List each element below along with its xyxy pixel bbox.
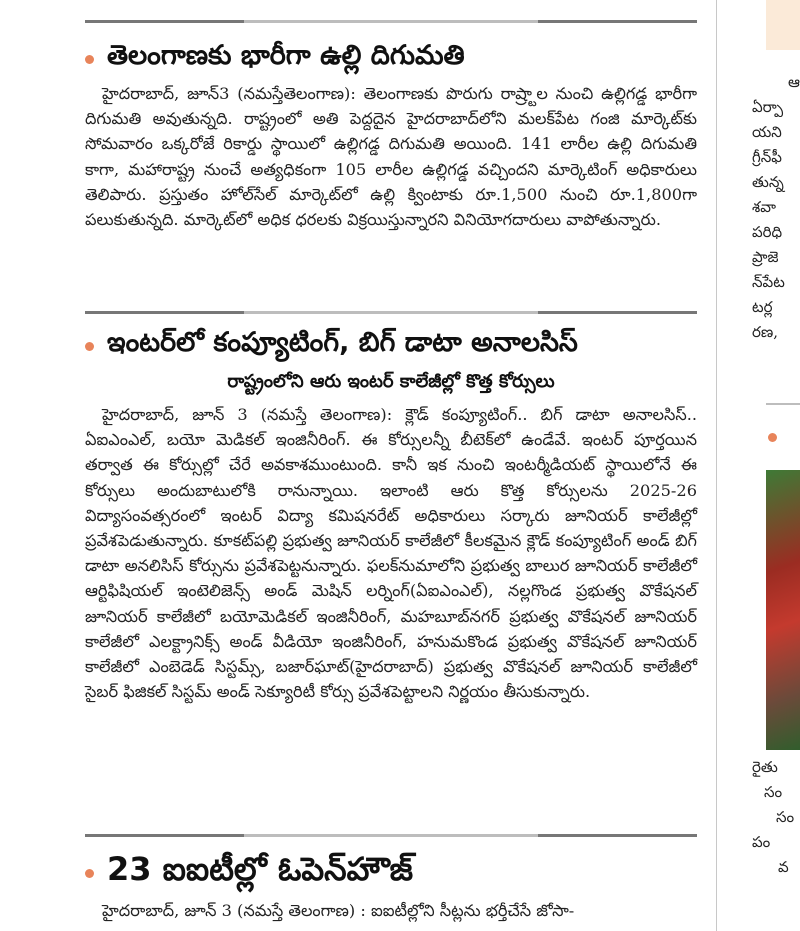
side-line: గ్రీన్‌ఫీ bbox=[752, 148, 782, 166]
article-body: హైదరాబాద్‌, జూన్‌3 (నమస్తేతెలంగాణ): తెలంగాణకు పొరుగు రాష్ర్టాల నుంచి ఉల్లిగడ్డ భారీగా దిగుమతి అవుతున్నది. రాష్ట్రంలో అతి పెద్దదైన హైదరాబాద్‌లోని మలక్‌పేట గంజి మార్కెట్‌కు సోమవారం ఒక్కరోజే రికార్డు స్థాయిలో ఉల్లిగడ్డ దిగుమతి అయింది. 141 లారీల ఉల్లి దిగుమతి కాగా, మహారాష్ట్ర నుంచే అత్యధికంగా 105 లారీల ఉల్లిగడ్డ వచ్చిందని మార్కెటింగ్‌ అధికారులు తెలిపారు. ప్రస్తుతం హోల్‌సేల్‌ మార్కెట్‌లో ఉల్లి క్వింటాకు రూ.1,500 నుంచి రూ.1,800గా పలుకుతున్నది. మార్కెట్‌లో అధిక ధరలకు విక్రయిస్తున్నారని వినియోగదారులు వాపోతున్నారు. bbox=[85, 84, 697, 230]
top-cut-strip bbox=[85, 0, 697, 6]
bullet-icon bbox=[85, 55, 94, 64]
side-caption bbox=[752, 755, 800, 880]
side-text bbox=[752, 70, 800, 345]
caption-line: వ bbox=[778, 858, 789, 876]
side-line: ఏర్పా bbox=[752, 98, 784, 116]
headline-text: 23 ఐఐటీల్లో ఓపెన్‌హౌజ్‌ bbox=[107, 850, 414, 888]
side-line: న్‌పేట bbox=[752, 273, 785, 291]
article-body: హైదరాబాద్‌, జూన్‌ 3 (నమస్తే తెలంగాణ) : ఐఐటీల్లోని సీట్లను భర్తీచేసే జోసా- bbox=[102, 901, 575, 920]
column-separator bbox=[716, 0, 717, 931]
side-line: తున్న bbox=[752, 173, 784, 191]
headline-text: ఇంటర్‌లో కంప్యూటింగ్‌, బిగ్‌ డాటా అనాలసిస్‌ bbox=[107, 327, 578, 358]
section-divider bbox=[85, 834, 697, 837]
article-onion-imports bbox=[85, 37, 697, 232]
bullet-icon bbox=[768, 433, 777, 442]
article-body: హైదరాబాద్‌, జూన్‌ 3 (నమస్తే తెలంగాణ): క్లౌడ్‌ కంప్యూటింగ్‌.. బిగ్‌ డాటా అనాలసిస్‌.. ఏఐఎంఎల్‌, బయో మెడికల్‌ ఇంజినీరింగ్‌. ఈ కోర్సులన్నీ బీటెక్‌లో ఉండేవే. ఇంటర్‌ పూర్తయిన తర్వాత ఈ కోర్సుల్లో చేరే అవకాశముంటుంది. కానీ ఇక నుంచి ఇంటర్మీడియట్‌ స్థాయిలోనే ఈ కోర్సులు అందుబాటులోకి రానున్నాయి. ఇలాంటి ఆరు కొత్త కోర్సులను 2025-26 విద్యాసంవత్సరంలో ఇంటర్‌ విద్యా కమిషనరేట్‌ అధికారులు సర్కారు జూనియర్‌ కాలేజీల్లో ప్రవేశపెడుతున్నారు. కూకట్‌పల్లి ప్రభుత్వ జూనియర్‌ కాలేజీలో కీలకమైన క్లౌడ్‌ కంప్యూటింగ్‌ అండ్‌ బిగ్‌ డాటా అనలిసిస్‌ కోర్సును ప్రవేశపెట్టనున్నారు. ఫలక్‌నుమాలోని ప్రభుత్వ బాలుర జూనియర్‌ కాలేజీలో ఆర్టిఫిషియల్‌ ఇంటెలిజెన్స్‌ అండ్‌ మెషిన్‌ లర్నింగ్‌(ఏఐఎంఎల్‌), నల్లగొండ ప్రభుత్వ వొకేషనల్‌ జూనియర్‌ కాలేజీలో బయోమెడికల్‌ ఇంజినీరింగ్‌, మహబూబ్‌నగర్‌ ప్రభుత్వ వొకేషనల్‌ జూనియర్‌ కాలేజీలో ఎలక్ట్రానిక్స్‌ అండ్‌ వీడియో ఇంజినీరింగ్‌, హనుమకొండ ప్రభుత్వ వొకేషనల్‌ జూనియర్‌ కాలేజీలో ఎంబెడెడ్‌ సిస్టమ్స్‌, బజార్‌ఘాట్‌(హైదరాబాద్‌) ప్రభుత్వ వొకేషనల్‌ జూనియర్‌ కాలేజీలో సైబర్‌ ఫిజికల్‌ సిస్టమ్‌ అండ్‌ సెక్యూరిటీ కోర్సు ప్రవేశపెట్టాలని నిర్ణయం తీసుకున్నారు. bbox=[85, 405, 697, 702]
section-divider bbox=[85, 311, 697, 314]
headline bbox=[85, 323, 697, 369]
caption-line: రైతు bbox=[752, 758, 778, 776]
headline-text: తెలంగాణకు భారీగా ఉల్లి దిగుమతి bbox=[107, 40, 465, 71]
side-line: యని bbox=[752, 123, 782, 141]
main-column bbox=[85, 0, 697, 931]
side-line: రణ, bbox=[752, 323, 779, 341]
headline bbox=[85, 37, 697, 81]
section-divider bbox=[766, 403, 800, 405]
subheadline: రాష్ట్రంలోని ఆరు ఇంటర్‌ కాలేజీల్లో కొత్త కోర్సులు bbox=[227, 371, 555, 392]
adjacent-column bbox=[752, 0, 800, 931]
side-line: ఆ bbox=[788, 73, 800, 91]
side-line: ప్రాజె bbox=[752, 248, 779, 266]
article-inter-courses bbox=[85, 323, 697, 704]
news-photo bbox=[766, 470, 800, 750]
headline bbox=[85, 848, 697, 898]
bullet-icon bbox=[85, 869, 94, 878]
article-iit-openhouse bbox=[85, 848, 697, 923]
caption-line: సం bbox=[764, 783, 783, 801]
side-box bbox=[766, 0, 800, 50]
side-line: పరిధి bbox=[752, 223, 783, 241]
caption-line: పం bbox=[752, 833, 771, 851]
bullet-icon bbox=[85, 342, 94, 351]
section-divider bbox=[85, 20, 697, 23]
caption-line: సం bbox=[776, 808, 795, 826]
side-line: టర్ల bbox=[752, 298, 773, 316]
side-line: శవా bbox=[752, 198, 776, 216]
